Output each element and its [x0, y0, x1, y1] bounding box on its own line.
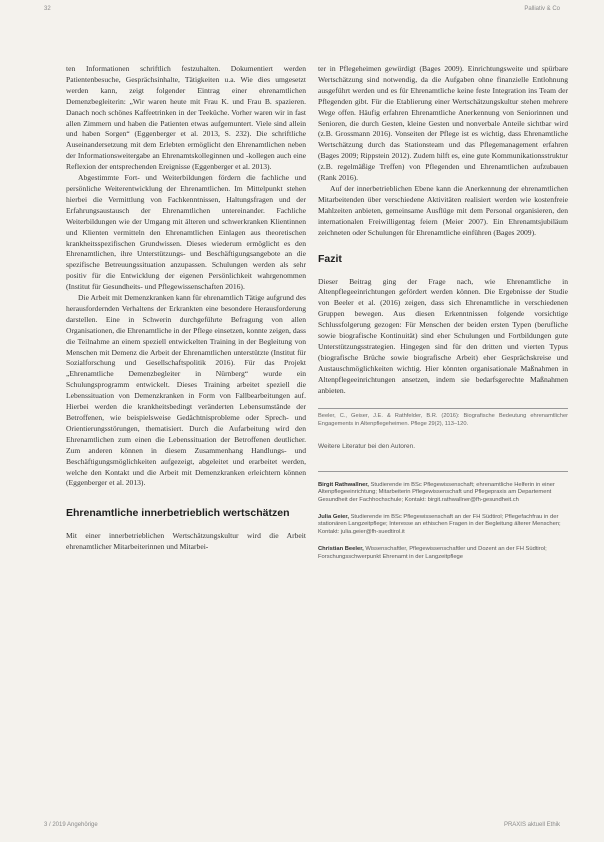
section-heading-wertschaetzen: Ehrenamtliche innerbetrieblich wertschätzen [66, 507, 290, 520]
footer-section: PRAXIS aktuell Ethik [503, 822, 560, 828]
author-name: Christian Beeler, [318, 546, 364, 553]
right-paragraph-1: ter in Pflegeheimen gewürdigt (Bages 2009). Einrichtungsweite und spürbare Wertschätzung sind notwendig, da die Aufgaben ohne finanzielle Entlohnung ausgeführt werden und es für Ehrenamtliche keine feste Integration ins Team der Pflegenden gibt. Für die Etablierung einer Wertschätzungskultur stehen mehrere Wege offen. Häufig erfahren Ehrenamtliche Anerkennung von Seniorinnen und Senioren, die durch Gesten, kleine Gesten und nonverbale Anteile sichtbar wird (z.B. Grossmann 2016). Vonseiten der Pflege ist es wichtig, dass Ehrenamtliche Wertschätzung durch das Stationsteam und das Pflegemanagement erfahren (Bages 2009; Rippstein 2012). Zudem hilft es, eine gute Kommunikationsstruktur (z.B. regelmäßige Treffen) von Pflegenden und Ehrenamtlichen aufzubauen (Rank 2016). [318, 64, 568, 183]
author-name: Birgit Rathwallner, [318, 481, 369, 488]
right-column [318, 64, 568, 561]
left-paragraph-3: Die Arbeit mit Demenzkranken kann für ehrenamtlich Tätige aufgrund des herausfordernden Verhaltens der Erkrankten eine besondere Herausforderung darstellen. Eine in Schwerin durchgeführte Befragung von allen Organisationen, die Ehrenamtliche in der Pflege einsetzen, konnte zeigen, dass die Teilnahme an einem speziell entwickelten Training in der Begleitung von Menschen mit Demenz die Arbeit der Ehrenamtlichen unterstützte (Institut für Sozialforschung und Gesellschaftspolitik 2016). Für das Projekt „Ehrenamtliche Demenzbegleiter in Nürnberg“ wurde ein Schulungsprogramm entwickelt. Dieses Training arbeitet speziell die Lebenssituation von Demenzkranken in Form von Fallbearbeitungen auf. Hierbei werden die krankheitsbedingt veränderten Lebensumstände der Betroffenen, wie beispielsweise Gedächtnisprobleme oder Sprech- und Orientierungsstörungen, thematisiert. Durch die Aufarbeitung wird den Ehrenamtlichen zum einen die Lebenssituation der Betroffenen deutlicher. Zum anderen können in diesem Zusammenhang Handlungs- und Beschäftigungsmöglichkeiten aufgezeigt, abgeleitet und erarbeitet werden, welche den Kontakt und die Arbeit mit Demenzkranken erleichtern können (Eggenberger et al. 2013). [66, 293, 306, 488]
author-bio [318, 514, 568, 536]
left-paragraph-2: Abgestimmte Fort- und Weiterbildungen fördern die fachliche und persönliche Weiterentwicklung der Ehrenamtlichen. Im Mittelpunkt stehen hierbei die Vermittlung von Fachkenntnissen, Haltungsfragen und der Erfahrungsaustausch der Ehrenamtlichen untereinander. Fachliche Weiterbildungen wie der Umgang mit älteren und schwerkranken Klientinnen und Klienten vermitteln den Ehrenamtlichen Einlagen aus theoretischen krankheitsspezifischen Grundwissen. Dieses wiederum ermöglicht es den Ehrenamtlichen, ihre Unterstützungs- und Beschäftigungsangebote an die spezifische Betreuungssituation anzupassen. Schulungen werden als sehr positiv für die Entwicklung der eigenen Persönlichkeit wahrgenommen (Institut für Gesundheits- und Pflegewissenschaften 2016). [66, 173, 306, 292]
bio-divider [318, 471, 568, 472]
page-number: 32 [44, 6, 51, 12]
more-literature-note: Weitere Literatur bei den Autoren. [318, 442, 416, 450]
left-paragraph-1: ten Informationen schriftlich festzuhalten. Dokumentiert werden Patientenbesuche, Gesprächsinhalte, Tätigkeiten u.a. Wie dies umgesetzt werden kann, zeigt folgender Eintrag einer ehrenamtlichen Demenzbegleiterin: „Wir waren heute mit Frau K. und Frau B. spazieren. Danach noch schönes Kaffeetrinken in der Teeküche. Vorher waren wir in fast allen Zimmern und haben die Patienten etwas aufgemuntert. Viele sind allein und haben Sorgen“ (Eggenberger et al. 2013, S. 232). Die schriftliche Auseinandersetzung mit dem Erlebten ermöglicht den Ehrenamtlichen neben der Informationsweitergabe an Ehrenamtskolleginnen und -kollegen auch eine Reflexion der entsprechenden Ereignisse (Eggenberger et al. 2013). [66, 64, 306, 172]
author-bio [318, 482, 568, 504]
journal-section: Palliativ & Co [524, 6, 560, 12]
section-heading-fazit: Fazit [318, 252, 342, 265]
left-paragraph-4: Mit einer innerbetrieblichen Wertschätzungskultur wird die Arbeit ehrenamtlicher Mitarbeiterinnen und Mitarbei- [66, 531, 306, 552]
author-description: Studierende im BSc Pflegewissenschaft; ehrenamtliche Helferin in einer Altenpflegeeinrichtung; Mitarbeiterin Pflegewissenschaft und Pflegepraxis am Departement Gesundheit der Fachhochschule; Kontakt: birgit.rathwallner@fh-gesundheit.ch [318, 481, 555, 503]
author-bio [318, 546, 568, 561]
right-paragraph-2: Auf der innerbetrieblichen Ebene kann die Anerkennung der ehrenamtlichen Mitarbeitenden über verschiedene Aktivitäten realisiert werden wie kostenfreie Mahlzeiten anbieten, gemeinsame Ausflüge mit dem Personal organisieren, den internationalen Freiwilligentag feiern (Meier 2007). Ein Ehrenamtsjubiläum zeichneten oder Schulungen für Ehrenamtliche einführen (Bages 2009). [318, 183, 568, 237]
page-header [44, 6, 560, 18]
author-name: Julia Geier, [318, 514, 349, 520]
reference-entry: Beeler, C., Geiser, J.E. & Rathfelder, B.R. (2016): Biografische Bedeutung ehrenamtlicher Engagements in Altenpflegeheimen. Pflege 29(2), 113–120. [318, 408, 568, 427]
left-column [66, 64, 306, 553]
right-paragraph-3: Dieser Beitrag ging der Frage nach, wie Ehrenamtliche in Altenpflegeeinrichtungen gefördert werden können. Die Ergebnisse der Studie von Beeler et al. (2016) zeigen, dass sich Ehrenamtliche in verschiedenen Gruppen bewegen. Aus diesen Erkenntnissen folgende vorsichtige Schlussfolgerung gezogen: Für Menschen der beiden ersten Typen (berufliche sowie biografische Kontinuität) sind eher Schulungen und Fortbildungen gute Unterstützungsstrategien. Hingegen sind für den dritten und vierten Typus (biografische Brüche sowie biografische Arbeit) eher Gesprächskreise und Austauschmöglichkeiten wichtig. Hier könnten organisationale Maßnahmen in Altenpflegeeinrichtungen ansetzen, indem sie bedarfsgerechte Maßnahmen anbieten. [318, 276, 568, 395]
author-description: Studierende im BSc Pflegewissenschaft an der FH Südtirol; Pflegefachfrau in der stationären Langzeitpflege; Interesse an ethischen Fragen in der Begleitung älterer Menschen; Kontakt: julia.geier@fh-suedtirol.it [318, 514, 561, 535]
author-description: Wissenschaftler, Pflegewissenschaftler und Dozent an der FH Südtirol; Forschungsschwerpunkt Ehrenamt in der Langzeitpflege [318, 546, 547, 560]
footer-issue: 3 / 2019 Angehörige [44, 822, 98, 828]
page-footer [44, 822, 560, 834]
